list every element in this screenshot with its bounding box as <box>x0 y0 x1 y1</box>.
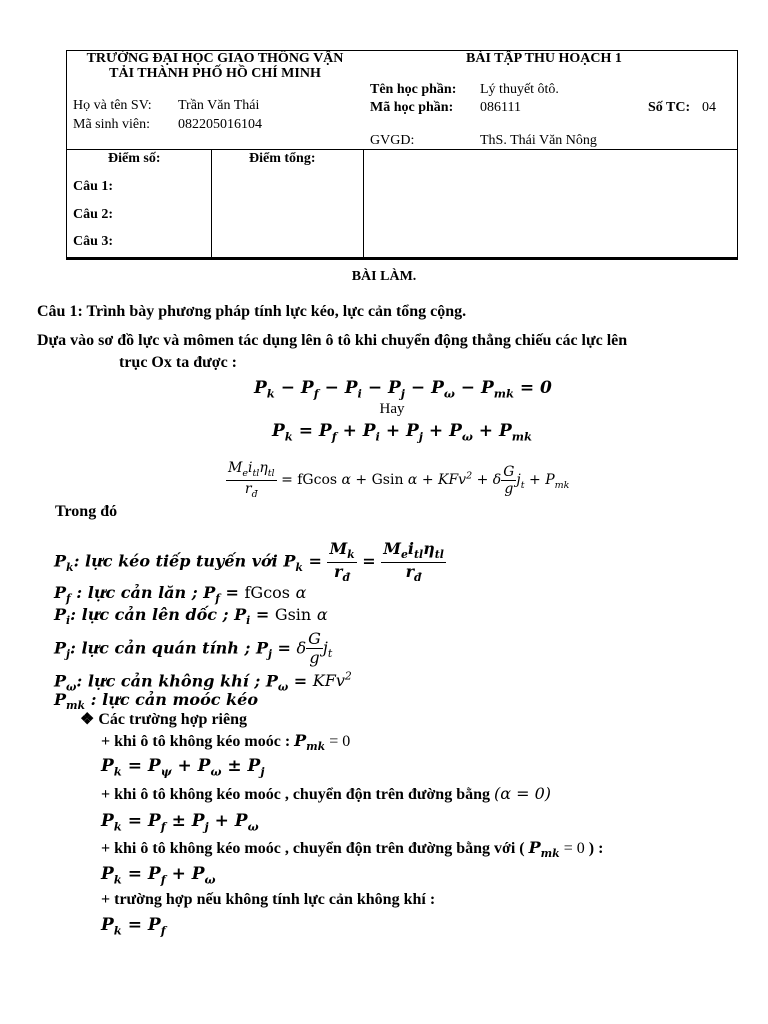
definition-trailer-resistance: $P_{mk}$ : lực cản moóc kéo <box>54 690 258 713</box>
case-1-equation: $P_k = P_\psi + P_\omega \pm P_j$ <box>101 756 265 779</box>
case-2-text: + khi ô tô không kéo moóc , chuyển độn trên đường bằng <box>101 786 494 803</box>
header-divider-horizontal <box>66 149 738 150</box>
case-2-equation: $P_k = P_f \pm P_j + P_\omega$ <box>101 811 259 834</box>
detailed-force-equation: $\frac{M_ei_{tl}\eta_{tl}}{r_đ}$ = fGcos α + Gsin α + KFv$^2$ + δ $\frac{G}{g}$ $j_t + P_{mk}$ <box>228 460 570 500</box>
total-score-label: Điểm tổng: <box>249 151 316 166</box>
hay-connector: Hay <box>379 401 405 417</box>
definition-traction-force: $P_k$: lực kéo tiếp tuyến với $P_k$ = $\frac{M_k}{r_đ}$ = $\frac{M_ei_{tl}\eta_{tl}}{r_đ}$ <box>54 539 444 584</box>
school-name-line1: TRƯỜNG ĐẠI HỌC GIAO THÔNG VẬN <box>86 51 344 66</box>
course-code-value: 086111 <box>480 100 521 115</box>
definition-inertia-resistance-text: : lực cản quán tính ; <box>69 638 256 658</box>
case-1: + khi ô tô không kéo moóc : $P_{mk} = 0$ <box>101 731 351 754</box>
case-4: + trường hợp nếu không tính lực cản không khí : <box>101 891 436 908</box>
definition-grade-resistance-text: : lực cản lên dốc ; <box>70 605 235 624</box>
assignment-title: BÀI TẬP THU HOẠCH 1 <box>466 51 622 66</box>
diamond-bullet-icon: ❖ <box>80 711 95 728</box>
definition-air-resistance: $P_\omega$: lực cản không khí ; $P_\omega = KFv^2$ <box>54 670 352 694</box>
question-1-score-label: Câu 1: <box>73 179 114 194</box>
header-bottom-rule <box>66 258 738 260</box>
question-2-score-label: Câu 2: <box>73 207 114 222</box>
student-name-label: Họ và tên SV: <box>73 98 152 113</box>
trong-do-label: Trong đó <box>55 503 118 520</box>
header-divider-vertical-right <box>363 149 364 258</box>
lecturer-value: ThS. Thái Văn Nông <box>480 133 597 148</box>
credits-label: Số TC: <box>648 100 691 115</box>
question-3-score-label: Câu 3: <box>73 234 114 249</box>
case-1-text: + khi ô tô không kéo moóc : <box>101 733 295 750</box>
definition-grade-resistance: $P_i$: lực cản lên dốc ; $P_i = Gsin$ α <box>54 605 328 628</box>
case-3-equation: $P_k = P_f + P_\omega$ <box>101 864 216 887</box>
student-name-value: Trần Văn Thái <box>178 98 260 113</box>
course-code-label: Mã học phần: <box>370 100 454 115</box>
special-cases-heading <box>80 709 247 729</box>
definition-rolling-resistance-text: : lực cản lăn ; <box>70 583 204 602</box>
credits-value: 04 <box>702 100 716 115</box>
case-3-end-text: ) : <box>584 840 604 857</box>
section-title: BÀI LÀM. <box>351 269 417 284</box>
course-name-label: Tên học phần: <box>370 82 457 97</box>
force-balance-equation: $P_k - P_f - P_i - P_j - P_\omega - P_{mk} = 0$ <box>254 378 552 401</box>
case-3-text: + khi ô tô không kéo moóc , chuyển độn trên đường bằng với ( <box>101 840 529 857</box>
definition-air-resistance-text: : lực cản không khí ; <box>76 671 266 691</box>
special-cases-text: Các trường hợp riêng <box>98 711 247 728</box>
score-label: Điểm số: <box>108 151 161 166</box>
question-heading: Câu 1: Trình bày phương pháp tính lực kéo, lực cản tổng cộng. <box>37 303 467 320</box>
student-id-label: Mã sinh viên: <box>73 117 150 132</box>
case-2: + khi ô tô không kéo moóc , chuyển độn trên đường bằng (α = 0) <box>101 784 552 803</box>
header-divider-vertical-left <box>211 149 212 258</box>
lecturer-label: GVGD: <box>370 133 415 148</box>
school-name-line2: TẢI THÀNH PHỐ HỒ CHÍ MINH <box>109 66 321 81</box>
case-3: + khi ô tô không kéo moóc , chuyển độn trên đường bằng với ( $P_{mk} = 0$ ) : <box>101 838 604 861</box>
student-id-value: 082205016104 <box>178 117 262 132</box>
definition-rolling-resistance: $P_f$ : lực cản lăn ; $P_f = fGcos$ α <box>54 583 307 606</box>
intro-line-2: trục Ox ta được : <box>119 354 237 371</box>
course-name-value: Lý thuyết ôtô. <box>480 82 559 97</box>
case-4-equation: $P_k = P_f$ <box>101 915 166 938</box>
definition-trailer-resistance-text: : lực cản moóc kéo <box>85 690 258 709</box>
traction-force-equation: $P_k = P_f + P_i + P_j + P_\omega + P_{mk}$ <box>272 421 532 444</box>
definition-traction-force-text: : lực kéo tiếp tuyến với <box>73 551 284 571</box>
definition-inertia-resistance: $P_j$: lực cản quán tính ; $P_j = \delta$ $\frac{G}{g}$ $j_t$ <box>54 629 333 668</box>
intro-line-1: Dựa vào sơ đồ lực và mômen tác dụng lên ô tô khi chuyển động thẳng chiếu các lực lên <box>37 332 628 349</box>
